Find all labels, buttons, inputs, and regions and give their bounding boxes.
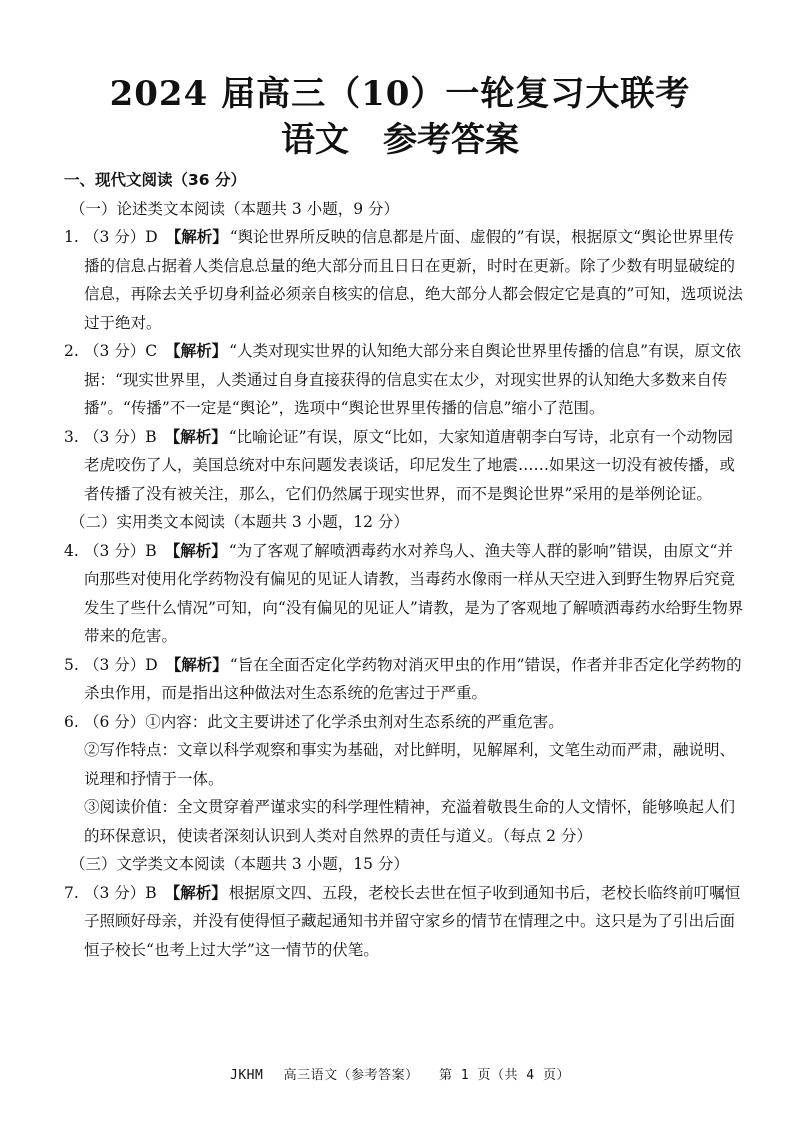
item-score: （6 分） [84,712,146,731]
answer-content [64,166,748,964]
analysis-tag: 【解析】 [165,341,228,360]
analysis-tag: 【解析】 [165,227,228,246]
section-heading: 一、现代文阅读（36 分） [64,171,246,189]
answer-item-6 [64,708,748,737]
document-title: 2024 届高三（10）一轮复习大联考 [109,74,691,114]
item-number: 2. [64,342,79,360]
answer-item-7 [64,879,748,965]
item-point-1: ①内容：此文主要讲述了化学杀虫剂对生态系统的严重危害。 [145,712,564,731]
item-number: 5. [64,655,79,674]
answer-item-5 [64,651,748,708]
item-score: （3 分）C [84,342,158,360]
item-score: （3 分）B [84,883,157,902]
item-number: 6. [64,712,79,731]
item-point-2: ②写作特点：文章以科学观察和事实为基础，对比鲜明，见解犀利，文笔生动而严肃，融说明、说理和抒情于一体。 [84,741,736,788]
item-text: “旨在全面否定化学药物对消灭甲虫的作用”错误，作者并非否定化学药物的杀虫作用，而是指出这种做法对生态系统的危害过于严重。 [84,655,742,702]
answer-item-4 [64,537,748,651]
item-number: 3. [64,427,79,446]
item-point-3: ③阅读价值：全文贯穿着严谨求实的科学理性精神，充溢着敬畏生命的人文情怀，能够唤起人们的环保意识，使读者深刻认识到人类对自然界的责任与道义。（每点 2 分） [84,798,736,845]
answer-item-2 [64,337,748,423]
page-footer [0,1064,800,1083]
item-text: “舆论世界所反映的信息都是片面、虚假的”有误，根据原文“舆论世界里传播的信息占据着人类信息总量的绝大部分而且日日在更新，时时在更新。除了少数有明显破绽的信息，再除去关乎切身利益必须亲自核实的信息，绝大部分人都会假定它是真的”可知，选项说法过于绝对。 [84,228,743,332]
footer-code: JKHM [230,1068,264,1083]
item-score: （3 分）B [84,427,157,446]
item-text: “为了客观了解喷洒毒药水对养鸟人、渔夫等人群的影响”错误，由原文“并向那些对使用化学药物没有偏见的见证人请教，当毒药水像雨一样从天空进入到野生物界后究竟发生了些什么情况”可知，向“没有偏见的见证人”请教，是为了客观地了解喷洒毒药水给野生物界带来的危害。 [84,541,744,645]
answer-item-3 [64,423,748,509]
item-number: 4. [64,541,79,560]
analysis-tag: 【解析】 [165,654,228,674]
subsection-heading: （三）文学类文本阅读（本题共 3 小题，15 分） [70,855,409,873]
analysis-tag: 【解析】 [164,426,227,446]
footer-subject: 高三语文（参考答案） [283,1068,419,1083]
analysis-tag: 【解析】 [164,882,227,902]
item-number: 7. [64,883,79,902]
item-number: 1. [64,228,79,246]
footer-page-number: 第 1 页（共 4 页） [439,1068,570,1083]
item-score: （3 分）D [84,655,158,674]
item-score: （3 分）B [84,541,157,560]
item-score: （3 分）D [84,228,158,246]
item-text: “比喻论证”有误，原文“比如，大家知道唐朝李白写诗，北京有一个动物园老虎咬伤了人，美国总统对中东问题发表谈话，印尼发生了地震……如果这一切没有被传播，或者传播了没有被关注，那么，它们仍然属于现实世界，而不是舆论世界”采用的是举例论证。 [84,427,736,503]
item-text: “人类对现实世界的认知绝大部分来自舆论世界里传播的信息”有误，原文依据：“现实世界里，人类通过自身直接获得的信息实在太少，对现实世界的认知绝大多数来自传播”。“传播”不一定是“舆论”，选项中“舆论世界里传播的信息”缩小了范围。 [84,342,742,417]
item-text: 根据原文四、五段，老校长去世在恒子收到通知书后，老校长临终前叮嘱恒子照顾好母亲，并没有使得恒子藏起通知书并留守家乡的情节在情理之中。这只是为了引出后面恒子校长“也考上过大学”这一情节的伏笔。 [84,883,741,959]
document-subtitle: 语文 参考答案 [281,120,519,160]
subsection-heading: （二）实用类文本阅读（本题共 3 小题，12 分） [70,513,409,531]
analysis-tag: 【解析】 [164,540,227,560]
answer-item-1 [64,223,748,337]
subsection-heading: （一）论述类文本阅读（本题共 3 小题，9 分） [70,199,400,218]
